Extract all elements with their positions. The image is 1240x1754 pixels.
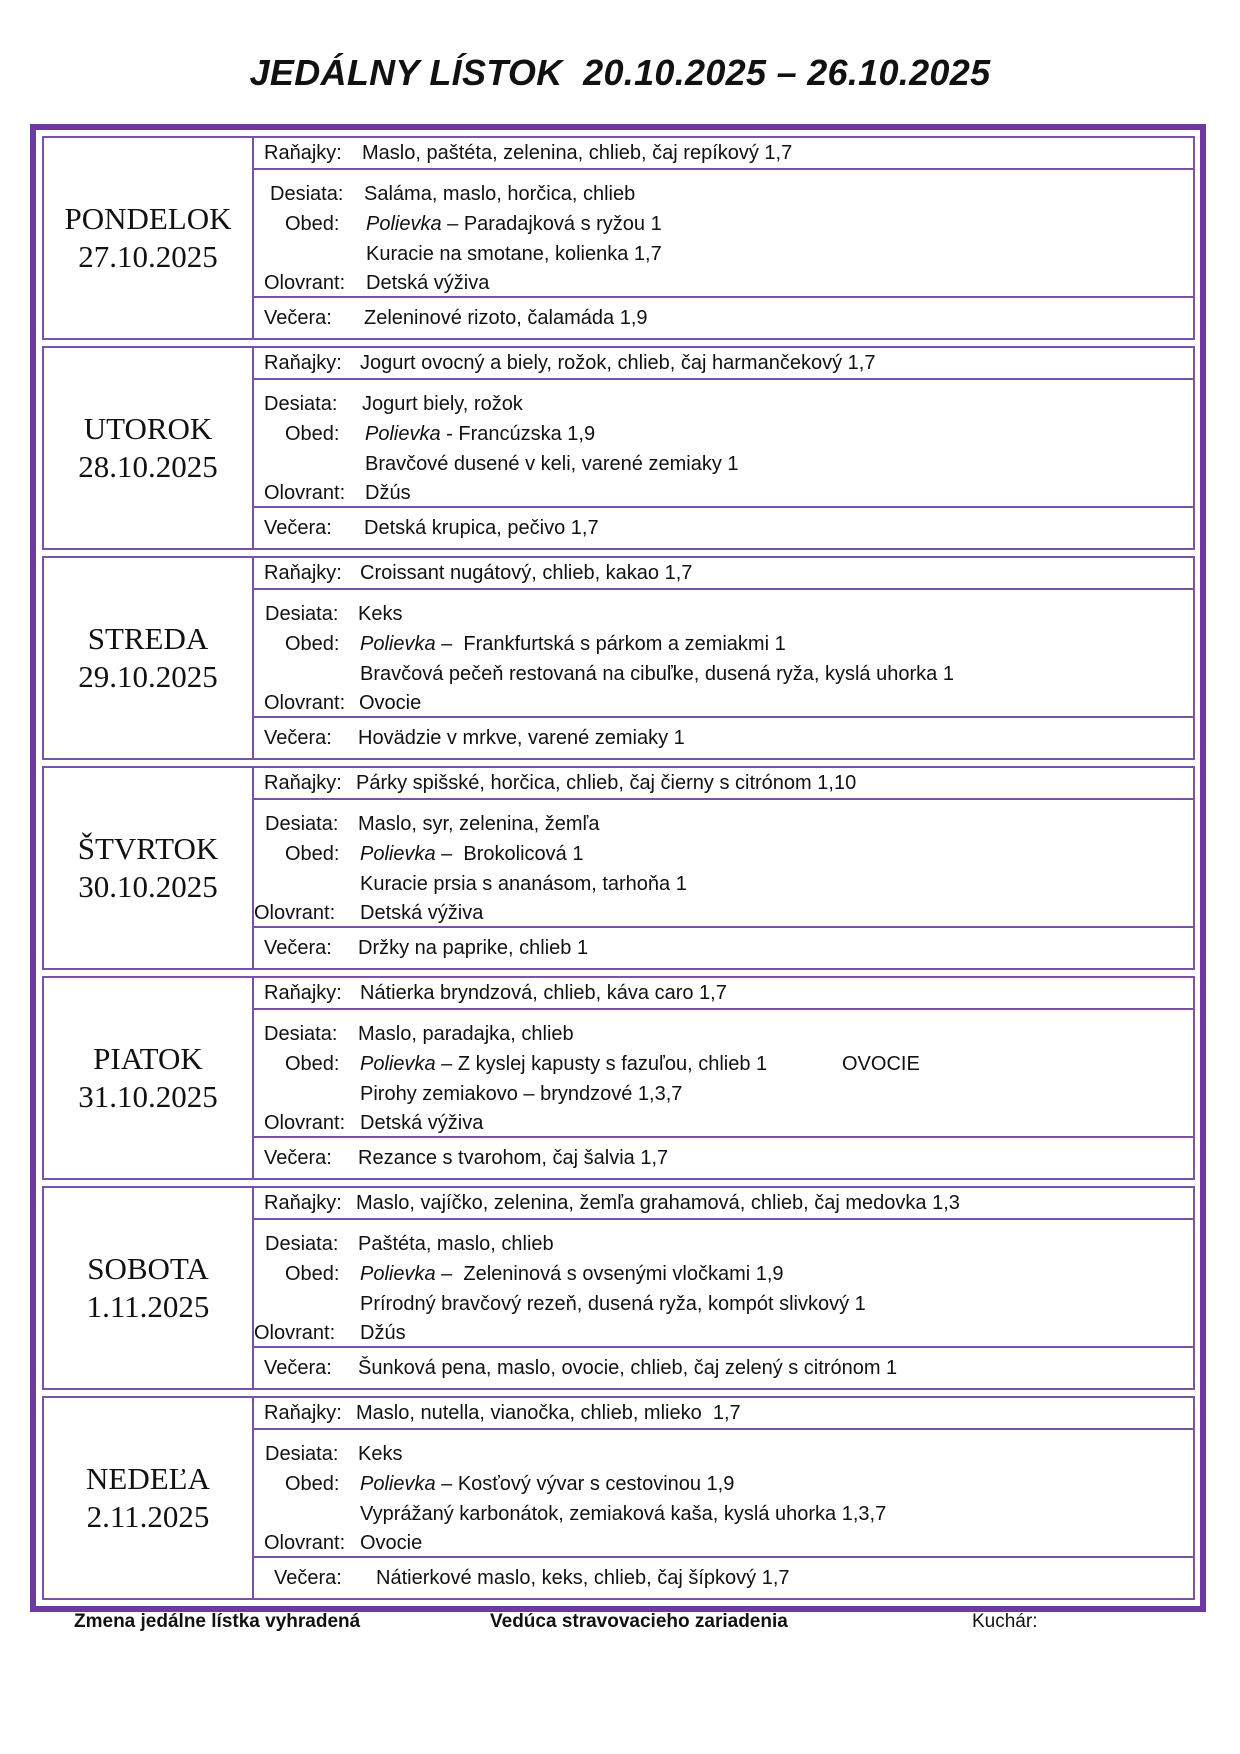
- snack-label: Desiata:: [265, 813, 339, 835]
- dinner-value: Zeleninové rizoto, čalamáda 1,9: [364, 307, 648, 329]
- lunch-label: Obed:: [285, 423, 340, 445]
- day-name: ŠTVRTOK: [77, 831, 219, 866]
- soup-text: – Kosťový vývar s cestovinou 1,9: [435, 1473, 735, 1495]
- day-date: 31.10.2025: [78, 1079, 218, 1114]
- snack-label: Desiata:: [270, 183, 344, 205]
- day-label: [44, 558, 254, 758]
- afternoon-snack-value: Ovocie: [359, 692, 422, 714]
- day-name: NEDEĽA: [86, 1461, 210, 1496]
- afternoon-snack-value: Detská výživa: [360, 902, 484, 924]
- day-label: [44, 1398, 254, 1598]
- dinner-label: Večera:: [264, 1357, 332, 1379]
- daytime-meals-row: [254, 170, 1193, 298]
- day-name: PIATOK: [93, 1041, 203, 1076]
- snack-value: Maslo, paradajka, chlieb: [358, 1023, 574, 1045]
- fruit-note: OVOCIE: [842, 1053, 920, 1075]
- main-course-value: Bravčové dusené v keli, varené zemiaky 1: [365, 453, 739, 475]
- dinner-label: Večera:: [264, 307, 332, 329]
- snack-value: Keks: [358, 1443, 403, 1465]
- meals: [254, 978, 1193, 1178]
- dinner-value: Nátierkové maslo, keks, chlieb, čaj šípkový 1,7: [376, 1567, 790, 1589]
- dinner-label: Večera:: [264, 517, 332, 539]
- soup-text: – Paradajková s ryžou 1: [441, 213, 662, 235]
- daytime-meals-row: [254, 1010, 1193, 1138]
- breakfast-label: Raňajky:: [264, 1402, 342, 1424]
- breakfast-value: Croissant nugátový, chlieb, kakao 1,7: [360, 562, 693, 584]
- snack-label: Desiata:: [265, 1233, 339, 1255]
- daytime-meals-row: [254, 1430, 1193, 1558]
- breakfast-value: Jogurt ovocný a biely, rožok, chlieb, čaj harmančekový 1,7: [360, 352, 876, 374]
- soup-label: Polievka: [365, 423, 441, 445]
- dinner-row: [254, 1348, 1193, 1388]
- meals: [254, 1398, 1193, 1598]
- afternoon-snack-value: Detská výživa: [366, 272, 490, 294]
- day-label: [44, 978, 254, 1178]
- breakfast-row: [254, 558, 1193, 590]
- footer-change-note: Zmena jedálne lístka vyhradená: [74, 1611, 361, 1632]
- soup-label: Polievka: [360, 1053, 436, 1075]
- dinner-value: Detská krupica, pečivo 1,7: [364, 517, 599, 539]
- meals: [254, 348, 1193, 548]
- meals: [254, 1188, 1193, 1388]
- soup-value: [365, 422, 595, 446]
- afternoon-snack-value: Detská výživa: [360, 1112, 484, 1134]
- soup-value: [360, 842, 583, 866]
- breakfast-label: Raňajky:: [264, 982, 342, 1004]
- dinner-label: Večera:: [264, 937, 332, 959]
- day-date: 28.10.2025: [78, 449, 218, 484]
- afternoon-snack-label: Olovrant:: [264, 692, 346, 714]
- snack-value: Keks: [358, 603, 403, 625]
- daytime-meals-row: [254, 1220, 1193, 1348]
- lunch-label: Obed:: [285, 1053, 340, 1075]
- soup-label: Polievka: [366, 213, 442, 235]
- lunch-label: Obed:: [285, 1263, 340, 1285]
- day-date: 1.11.2025: [86, 1289, 210, 1324]
- lunch-label: Obed:: [285, 843, 340, 865]
- daytime-meals-row: [254, 380, 1193, 508]
- lunch-label: Obed:: [285, 1473, 340, 1495]
- meals: [254, 558, 1193, 758]
- day-date: 30.10.2025: [78, 869, 218, 904]
- day-label: [44, 138, 254, 338]
- afternoon-snack-label: Olovrant:: [254, 1322, 336, 1344]
- meals: [254, 138, 1193, 338]
- soup-text: - Francúzska 1,9: [440, 423, 596, 445]
- soup-label: Polievka: [360, 1263, 436, 1285]
- dinner-value: Šunková pena, maslo, ovocie, chlieb, čaj zelený s citrónom 1: [358, 1357, 898, 1379]
- breakfast-row: [254, 978, 1193, 1010]
- snack-value: Jogurt biely, rožok: [362, 393, 523, 415]
- dinner-value: Hovädzie v mrkve, varené zemiaky 1: [358, 727, 685, 749]
- footer-manager: Vedúca stravovacieho zariadenia: [490, 1611, 788, 1632]
- daytime-meals-row: [254, 800, 1193, 928]
- day-name: SOBOTA: [87, 1251, 209, 1286]
- breakfast-label: Raňajky:: [264, 562, 342, 584]
- soup-value: [360, 1052, 767, 1076]
- soup-value: [366, 212, 662, 236]
- breakfast-row: [254, 768, 1193, 800]
- meals: [254, 768, 1193, 968]
- day-label: [44, 1188, 254, 1388]
- breakfast-row: [254, 1188, 1193, 1220]
- dinner-row: [254, 508, 1193, 548]
- snack-label: Desiata:: [265, 603, 339, 625]
- breakfast-row: [254, 138, 1193, 170]
- breakfast-label: Raňajky:: [264, 1192, 342, 1214]
- afternoon-snack-label: Olovrant:: [254, 902, 336, 924]
- day-label: [44, 348, 254, 548]
- dinner-value: Držky na paprike, chlieb 1: [358, 937, 589, 959]
- breakfast-label: Raňajky:: [264, 772, 342, 794]
- day-block-tuesday: [42, 346, 1195, 550]
- main-course-value: Pirohy zemiakovo – bryndzové 1,3,7: [360, 1083, 683, 1105]
- snack-label: Desiata:: [264, 1023, 338, 1045]
- breakfast-row: [254, 348, 1193, 380]
- snack-value: Paštéta, maslo, chlieb: [358, 1233, 554, 1255]
- main-course-value: Vyprážaný karbonátok, zemiaková kaša, kyslá uhorka 1,3,7: [360, 1503, 887, 1525]
- day-block-thursday: [42, 766, 1195, 970]
- dinner-label: Večera:: [274, 1567, 342, 1589]
- main-course-value: Prírodný bravčový rezeň, dusená ryža, kompót slivkový 1: [360, 1293, 866, 1315]
- afternoon-snack-label: Olovrant:: [264, 1532, 346, 1554]
- day-block-sunday: [42, 1396, 1195, 1600]
- day-block-friday: [42, 976, 1195, 1180]
- lunch-label: Obed:: [285, 633, 340, 655]
- footer-cook: Kuchár:: [972, 1611, 1038, 1632]
- afternoon-snack-label: Olovrant:: [264, 482, 346, 504]
- afternoon-snack-label: Olovrant:: [264, 272, 346, 294]
- dinner-row: [254, 1138, 1193, 1178]
- snack-value: Saláma, maslo, horčica, chlieb: [364, 183, 636, 205]
- afternoon-snack-value: Ovocie: [360, 1532, 423, 1554]
- day-block-saturday: [42, 1186, 1195, 1390]
- dinner-row: [254, 928, 1193, 968]
- day-date: 29.10.2025: [78, 659, 218, 694]
- main-course-value: Kuracie prsia s ananásom, tarhoňa 1: [360, 873, 687, 895]
- snack-label: Desiata:: [265, 1443, 339, 1465]
- day-block-monday: [42, 136, 1195, 340]
- daytime-meals-row: [254, 590, 1193, 718]
- soup-text: – Zeleninová s ovsenými vločkami 1,9: [435, 1263, 784, 1285]
- soup-value: [360, 1472, 734, 1496]
- breakfast-row: [254, 1398, 1193, 1430]
- breakfast-value: Nátierka bryndzová, chlieb, káva caro 1,7: [360, 982, 727, 1004]
- soup-text: – Brokolicová 1: [435, 843, 584, 865]
- dinner-row: [254, 298, 1193, 338]
- page-title: JEDÁLNY LÍSTOK 20.10.2025 – 26.10.2025: [249, 52, 991, 93]
- soup-label: Polievka: [360, 1473, 436, 1495]
- day-block-wednesday: [42, 556, 1195, 760]
- breakfast-value: Párky spišské, horčica, chlieb, čaj čierny s citrónom 1,10: [356, 772, 857, 794]
- soup-text: – Frankfurtská s párkom a zemiakmi 1: [435, 633, 786, 655]
- breakfast-value: Maslo, nutella, vianočka, chlieb, mlieko 1,7: [356, 1402, 741, 1424]
- day-date: 2.11.2025: [86, 1499, 210, 1534]
- main-course-value: Bravčová pečeň restovaná na cibuľke, dusená ryža, kyslá uhorka 1: [360, 663, 954, 685]
- afternoon-snack-value: Džús: [360, 1322, 406, 1344]
- dinner-row: [254, 1558, 1193, 1598]
- soup-label: Polievka: [360, 843, 436, 865]
- main-course-value: Kuracie na smotane, kolienka 1,7: [366, 243, 662, 265]
- day-name: PONDELOK: [64, 201, 232, 236]
- breakfast-label: Raňajky:: [264, 352, 342, 374]
- dinner-label: Večera:: [264, 1147, 332, 1169]
- soup-value: [360, 632, 786, 656]
- afternoon-snack-label: Olovrant:: [264, 1112, 346, 1134]
- lunch-label: Obed:: [285, 213, 340, 235]
- day-label: [44, 768, 254, 968]
- dinner-row: [254, 718, 1193, 758]
- day-date: 27.10.2025: [78, 239, 218, 274]
- day-name: STREDA: [87, 621, 209, 656]
- day-name: UTOROK: [83, 411, 213, 446]
- menu-table: [30, 124, 1206, 1612]
- afternoon-snack-value: Džús: [365, 482, 411, 504]
- breakfast-label: Raňajky:: [264, 142, 342, 164]
- dinner-label: Večera:: [264, 727, 332, 749]
- dinner-value: Rezance s tvarohom, čaj šalvia 1,7: [358, 1147, 669, 1169]
- soup-label: Polievka: [360, 633, 436, 655]
- breakfast-value: Maslo, paštéta, zelenina, chlieb, čaj repíkový 1,7: [362, 142, 793, 164]
- snack-value: Maslo, syr, zelenina, žemľa: [358, 813, 600, 835]
- soup-value: [360, 1262, 784, 1286]
- breakfast-value: Maslo, vajíčko, zelenina, žemľa grahamová, chlieb, čaj medovka 1,3: [356, 1192, 960, 1214]
- soup-text: – Z kyslej kapusty s fazuľou, chlieb 1: [435, 1053, 768, 1075]
- snack-label: Desiata:: [264, 393, 338, 415]
